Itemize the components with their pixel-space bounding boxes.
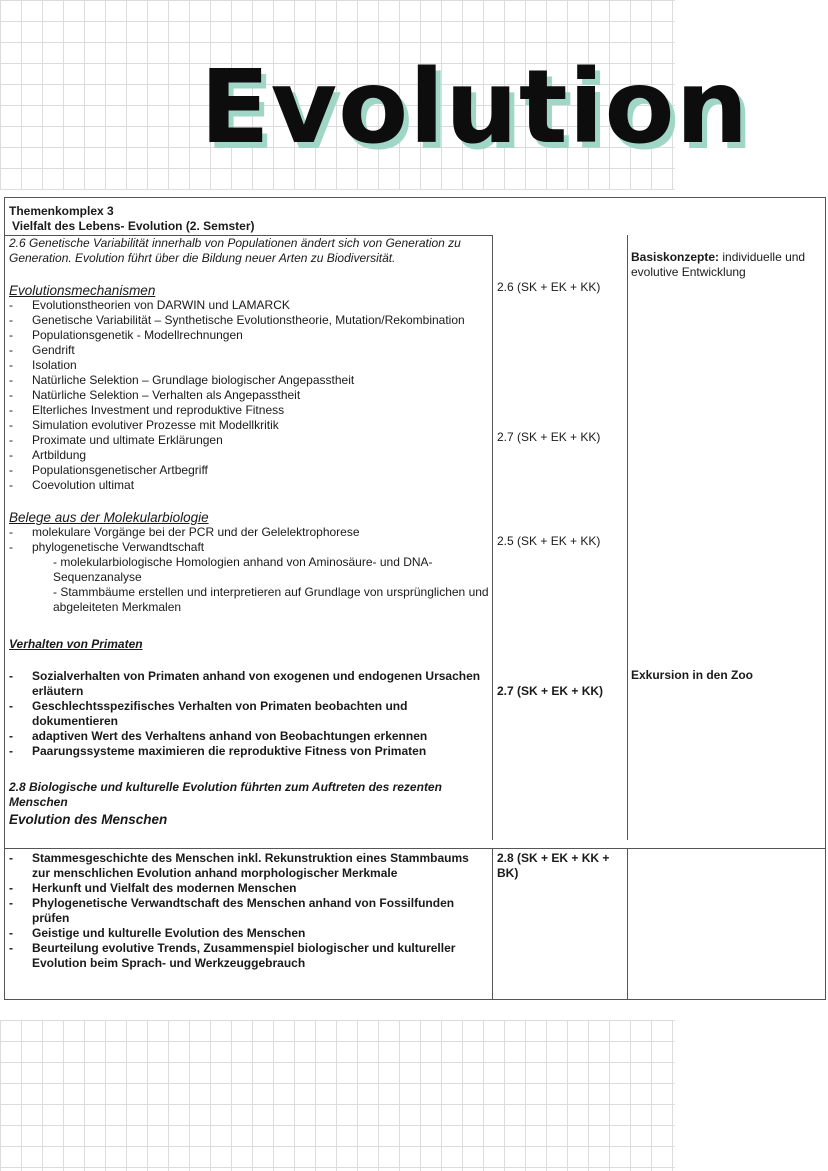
molecular-heading: Belege aus der Molekularbiologie: [9, 510, 209, 525]
page-title: Evolution: [200, 48, 750, 167]
list-item: - Isolation: [9, 358, 489, 373]
zoo-excursion-note: Exkursion in den Zoo: [631, 668, 754, 682]
section-separator: [5, 848, 825, 849]
header-line-2: Vielfalt des Lebens- Evolution (2. Semster): [12, 219, 255, 233]
basis-concepts-label: Basiskonzepte:: [631, 250, 720, 264]
column-divider-1: [492, 235, 493, 840]
list-item: - Genetische Variabilität – Synthetische Evolutionstheorie, Mutation/Rekombination: [9, 313, 489, 328]
molecular-sub-item: - molekularbiologische Homologien anhand von Aminosäure- und DNA-Sequenzanalyse: [53, 555, 433, 584]
column-divider-2: [627, 235, 628, 840]
list-item: - Stammesgeschichte des Menschen inkl. Rekunstruktion eines Stammbaums zur menschlichen Evolution anhand morphologischer Merkmale: [9, 851, 489, 881]
column-divider-2b: [627, 848, 628, 1000]
primates-heading: Verhalten von Primaten: [9, 637, 143, 651]
list-item: - Populationsgenetik - Modellrechnungen: [9, 328, 489, 343]
competency-ref: 2.7 (SK + EK + KK): [497, 430, 601, 444]
competency-ref: 2.6 (SK + EK + KK): [497, 280, 601, 294]
list-item: - Natürliche Selektion – Verhalten als Angepasstheit: [9, 388, 489, 403]
content-column: [9, 236, 489, 827]
human-evolution-list: [9, 851, 489, 971]
list-item: - Coevolution ultimat: [9, 478, 489, 493]
competency-ref: 2.5 (SK + EK + KK): [497, 534, 601, 548]
list-item: - molekulare Vorgänge bei der PCR und der Gelelektrophorese: [9, 525, 489, 540]
list-item: - Paarungssysteme maximieren die reproduktive Fitness von Primaten: [9, 744, 489, 759]
list-item: - Elterliches Investment und reproduktive Fitness: [9, 403, 489, 418]
molecular-list: [9, 525, 489, 555]
competency-ref: 2.8 (SK + EK + KK + BK): [497, 851, 610, 880]
list-item: - Herkunft und Vielfalt des modernen Menschen: [9, 881, 489, 896]
basis-concepts-note: [631, 250, 825, 280]
primates-list: [9, 669, 489, 759]
list-item: - Geistige und kulturelle Evolution des Menschen: [9, 926, 489, 941]
competence-intro-26: 2.6 Genetische Variabilität innerhalb von Populationen ändert sich von Generation zu Generation. Evolution führt über die Bildung neuer Arten zu Biodiversität.: [9, 236, 461, 265]
mechanisms-heading: Evolutionsmechanismen: [9, 283, 156, 298]
human-evolution-section: [9, 851, 489, 971]
list-item: - Beurteilung evolutive Trends, Zusammenspiel biologischer und kultureller Evolution beim Sprach- und Werkzeuggebrauch: [9, 941, 489, 971]
mechanisms-list: [9, 298, 489, 493]
list-item: - Populationsgenetischer Artbegriff: [9, 463, 489, 478]
table-header: [9, 204, 255, 234]
curriculum-table: [4, 197, 826, 1000]
list-item: - Phylogenetische Verwandtschaft des Menschen anhand von Fossilfunden prüfen: [9, 896, 489, 926]
list-item: - Geschlechtsspezifisches Verhalten von Primaten beobachten und dokumentieren: [9, 699, 489, 729]
list-item: - Artbildung: [9, 448, 489, 463]
molecular-sub-item: - Stammbäume erstellen und interpretieren auf Grundlage von ursprünglichen und abgeleiteten Merkmalen: [53, 585, 489, 614]
list-item: - Sozialverhalten von Primaten anhand von exogenen und endogenen Ursachen erläutern: [9, 669, 489, 699]
list-item: - Simulation evolutiver Prozesse mit Modellkritik: [9, 418, 489, 433]
basis-concepts-text: individuelle und evolutive Entwicklung: [631, 250, 806, 279]
list-item: - Proximate und ultimate Erklärungen: [9, 433, 489, 448]
grid-background-bottom: [0, 1020, 675, 1171]
competency-ref: 2.7 (SK + EK + KK): [497, 684, 604, 698]
list-item: - phylogenetische Verwandtschaft: [9, 540, 489, 555]
list-item: - adaptiven Wert des Verhaltens anhand von Beobachtungen erkennen: [9, 729, 489, 744]
competence-intro-28: 2.8 Biologische und kulturelle Evolution führten zum Auftreten des rezenten Menschen: [9, 780, 442, 809]
header-line-1: Themenkomplex 3: [9, 204, 114, 218]
column-divider-1b: [492, 848, 493, 1000]
list-item: - Gendrift: [9, 343, 489, 358]
human-evolution-heading: Evolution des Menschen: [9, 812, 168, 827]
list-item: - Evolutionstheorien von DARWIN und LAMARCK: [9, 298, 489, 313]
list-item: - Natürliche Selektion – Grundlage biologischer Angepasstheit: [9, 373, 489, 388]
